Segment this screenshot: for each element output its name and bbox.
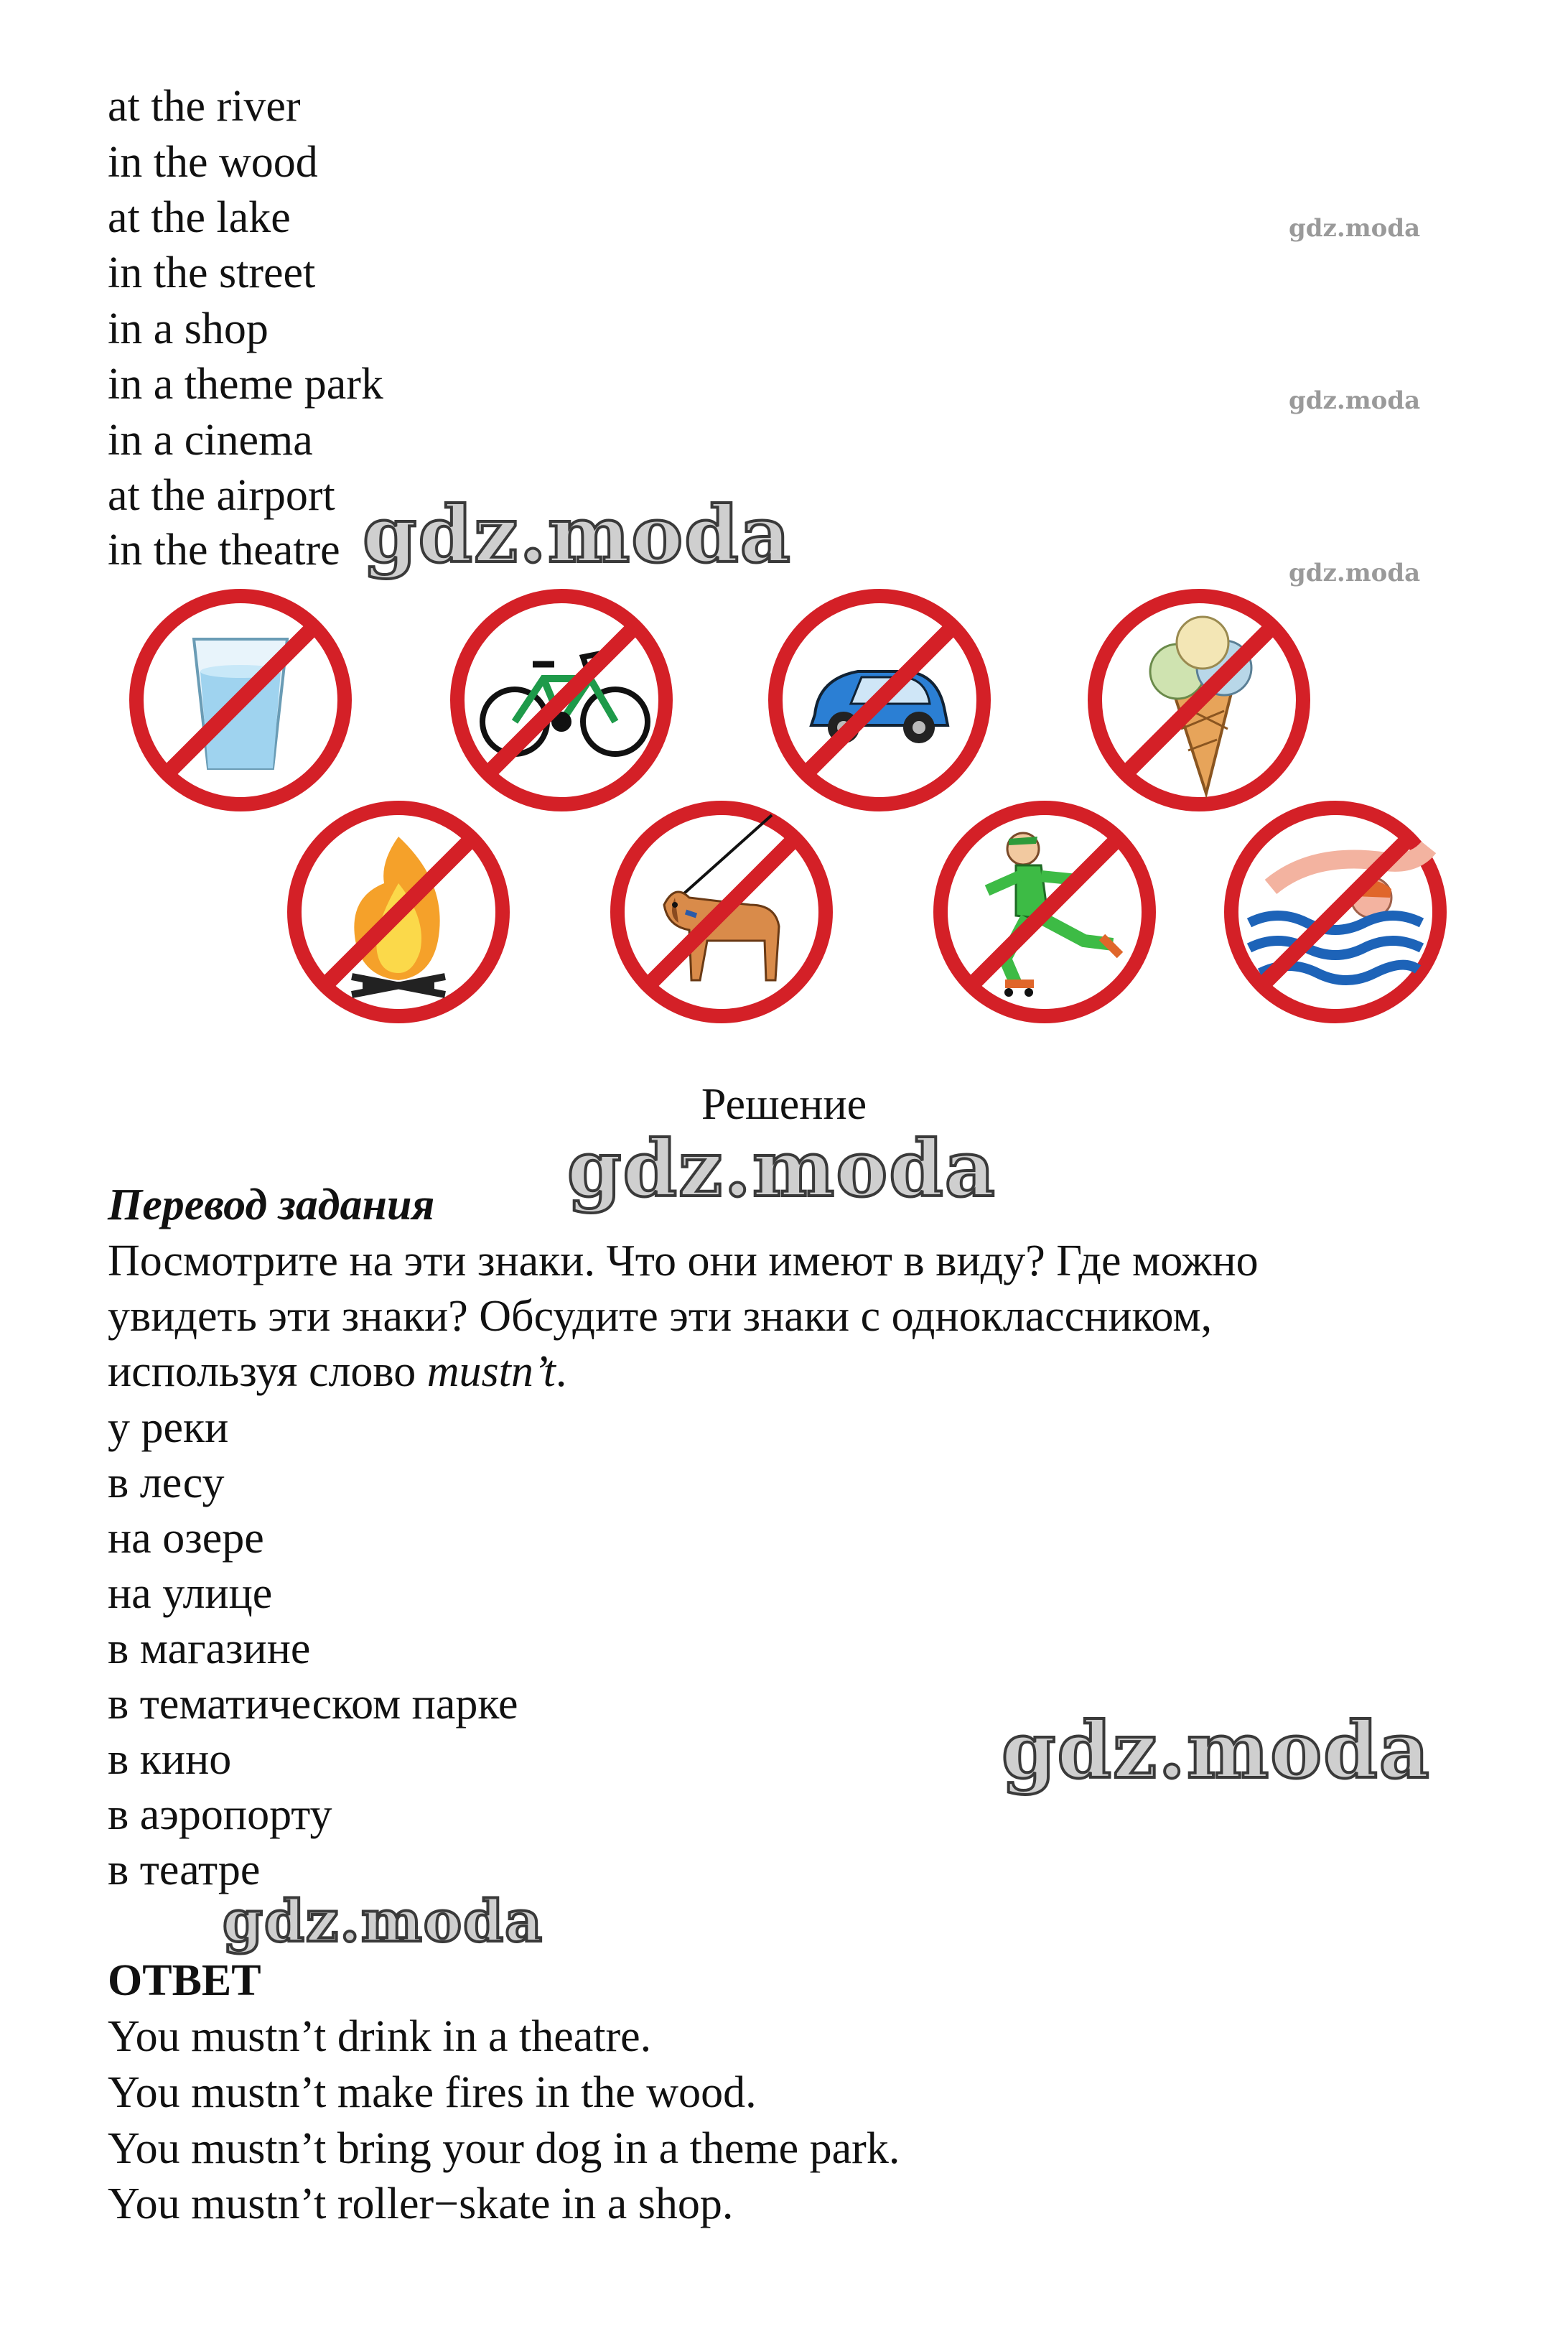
- no-roller-skating-sign: [930, 797, 1159, 1027]
- no-swimming-sign: [1221, 797, 1450, 1027]
- list-item: at the river: [108, 82, 301, 131]
- list-item: в кино: [108, 1735, 232, 1784]
- answer-line: You mustn’t drink in a theatre.: [108, 2012, 652, 2061]
- answer-line: You mustn’t make fires in the wood.: [108, 2068, 757, 2117]
- no-dogs-sign: [607, 797, 836, 1027]
- list-item: в аэропорту: [108, 1790, 332, 1839]
- watermark-small: gdz.moda: [1289, 214, 1421, 243]
- list-item: in the theatre: [108, 526, 340, 574]
- answer-line: You mustn’t bring your dog in a theme park.: [108, 2124, 900, 2173]
- list-item: у реки: [108, 1403, 229, 1452]
- solution-heading: Решение: [701, 1080, 867, 1129]
- no-cars-sign: [765, 585, 994, 815]
- list-item: in the wood: [108, 138, 318, 187]
- translation-heading: Перевод задания: [108, 1181, 435, 1229]
- no-fires-sign: [284, 797, 513, 1027]
- translation-text: Посмотрите на эти знаки. Что они имеют в виду? Где можно: [108, 1237, 1259, 1285]
- watermark: gdz.moda: [223, 1887, 543, 1955]
- list-item: в тематическом парке: [108, 1680, 518, 1729]
- list-item: in a cinema: [108, 416, 313, 465]
- watermark: gdz.moda: [363, 490, 792, 580]
- no-cycling-sign: [447, 585, 676, 815]
- list-item: на улице: [108, 1569, 273, 1618]
- translation-text-suffix: .: [555, 1347, 567, 1396]
- no-ice-cream-sign: [1084, 585, 1314, 815]
- list-item: in a shop: [108, 304, 269, 353]
- list-item: at the lake: [108, 193, 291, 242]
- list-item: в магазине: [108, 1624, 311, 1673]
- translation-text: [108, 1344, 566, 1399]
- list-item: at the airport: [108, 471, 335, 520]
- watermark-small: gdz.moda: [1289, 559, 1421, 587]
- watermark: gdz.moda: [567, 1124, 997, 1214]
- list-item: в театре: [108, 1846, 261, 1894]
- mustnt-word: mustn’t: [426, 1347, 556, 1396]
- answer-line: You mustn’t roller−skate in a shop.: [108, 2179, 734, 2228]
- list-item: в лесу: [108, 1458, 225, 1507]
- list-item: in a theme park: [108, 360, 383, 409]
- list-item: in the street: [108, 248, 316, 297]
- list-item: на озере: [108, 1514, 264, 1563]
- translation-text-prefix: используя слово: [108, 1347, 427, 1396]
- watermark: gdz.moda: [1002, 1706, 1431, 1796]
- no-drinking-sign: [126, 585, 355, 815]
- answer-heading: ОТВЕТ: [108, 1956, 261, 2005]
- translation-text: увидеть эти знаки? Обсудите эти знаки с одноклассником,: [108, 1292, 1213, 1341]
- watermark-small: gdz.moda: [1289, 386, 1421, 415]
